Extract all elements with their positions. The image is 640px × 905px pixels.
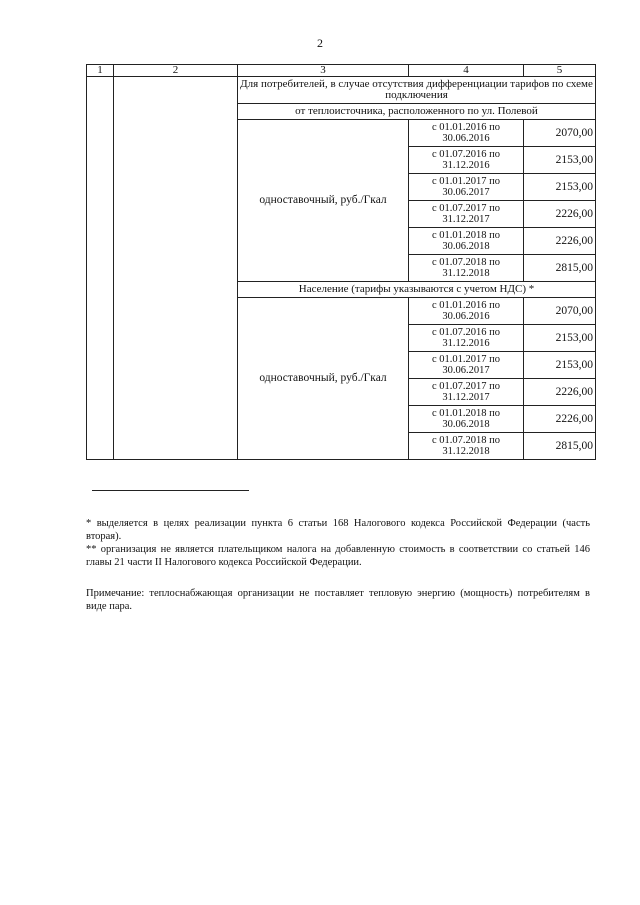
price-cell: 2153,00	[524, 325, 596, 352]
tariff-table	[86, 64, 596, 460]
price-cell: 2815,00	[524, 433, 596, 460]
price-cell: 2153,00	[524, 174, 596, 201]
section-title: Для потребителей, в случае отсутствия дифференциации тарифов по схеме подключения	[238, 77, 596, 104]
price-cell: 2153,00	[524, 352, 596, 379]
footnote-2: ** организация не является плательщиком налога на добавленную стоимость в соответствии со статьей 146 главы 21 части II Налогового кодекса Российской Федерации.	[86, 544, 590, 568]
table-row	[87, 77, 596, 104]
population-title: Население (тарифы указываются с учетом НДС) *	[238, 282, 596, 298]
period-cell: с 01.01.2016 по 30.06.2016	[409, 120, 524, 147]
header-cell-4: 4	[409, 65, 524, 77]
header-cell-2: 2	[114, 65, 238, 77]
table-header-row	[87, 65, 596, 77]
price-cell: 2226,00	[524, 201, 596, 228]
header-cell-3: 3	[238, 65, 409, 77]
period-cell: с 01.01.2017 по 30.06.2017	[409, 352, 524, 379]
column-1-empty	[87, 77, 114, 460]
footnote-separator	[92, 490, 249, 491]
period-cell: с 01.07.2017 по 31.12.2017	[409, 379, 524, 406]
rate-type-cell: одноставочный, руб./Гкал	[238, 120, 409, 282]
period-cell: с 01.07.2017 по 31.12.2017	[409, 201, 524, 228]
price-cell: 2226,00	[524, 379, 596, 406]
period-cell: с 01.07.2018 по 31.12.2018	[409, 433, 524, 460]
period-cell: с 01.07.2016 по 31.12.2016	[409, 147, 524, 174]
page-number: 2	[317, 36, 323, 50]
column-2-empty	[114, 77, 238, 460]
source-title: от теплоисточника, расположенного по ул. Полевой	[238, 104, 596, 120]
period-cell: с 01.07.2018 по 31.12.2018	[409, 255, 524, 282]
period-cell: с 01.07.2016 по 31.12.2016	[409, 325, 524, 352]
header-cell-1: 1	[87, 65, 114, 77]
period-cell: с 01.01.2018 по 30.06.2018	[409, 406, 524, 433]
period-cell: с 01.01.2018 по 30.06.2018	[409, 228, 524, 255]
footnote-1: * выделяется в целях реализации пункта 6 статьи 168 Налогового кодекса Российской Федерации (часть вторая).	[86, 518, 590, 542]
price-cell: 2226,00	[524, 228, 596, 255]
period-cell: с 01.01.2016 по 30.06.2016	[409, 298, 524, 325]
remark: Примечание: теплоснабжающая организации не поставляет тепловую энергию (мощность) потребителям в виде пара.	[86, 588, 590, 612]
price-cell: 2226,00	[524, 406, 596, 433]
rate-type-cell: одноставочный, руб./Гкал	[238, 298, 409, 460]
price-cell: 2070,00	[524, 120, 596, 147]
price-cell: 2070,00	[524, 298, 596, 325]
period-cell: с 01.01.2017 по 30.06.2017	[409, 174, 524, 201]
header-cell-5: 5	[524, 65, 596, 77]
price-cell: 2815,00	[524, 255, 596, 282]
price-cell: 2153,00	[524, 147, 596, 174]
footnotes	[86, 517, 590, 613]
